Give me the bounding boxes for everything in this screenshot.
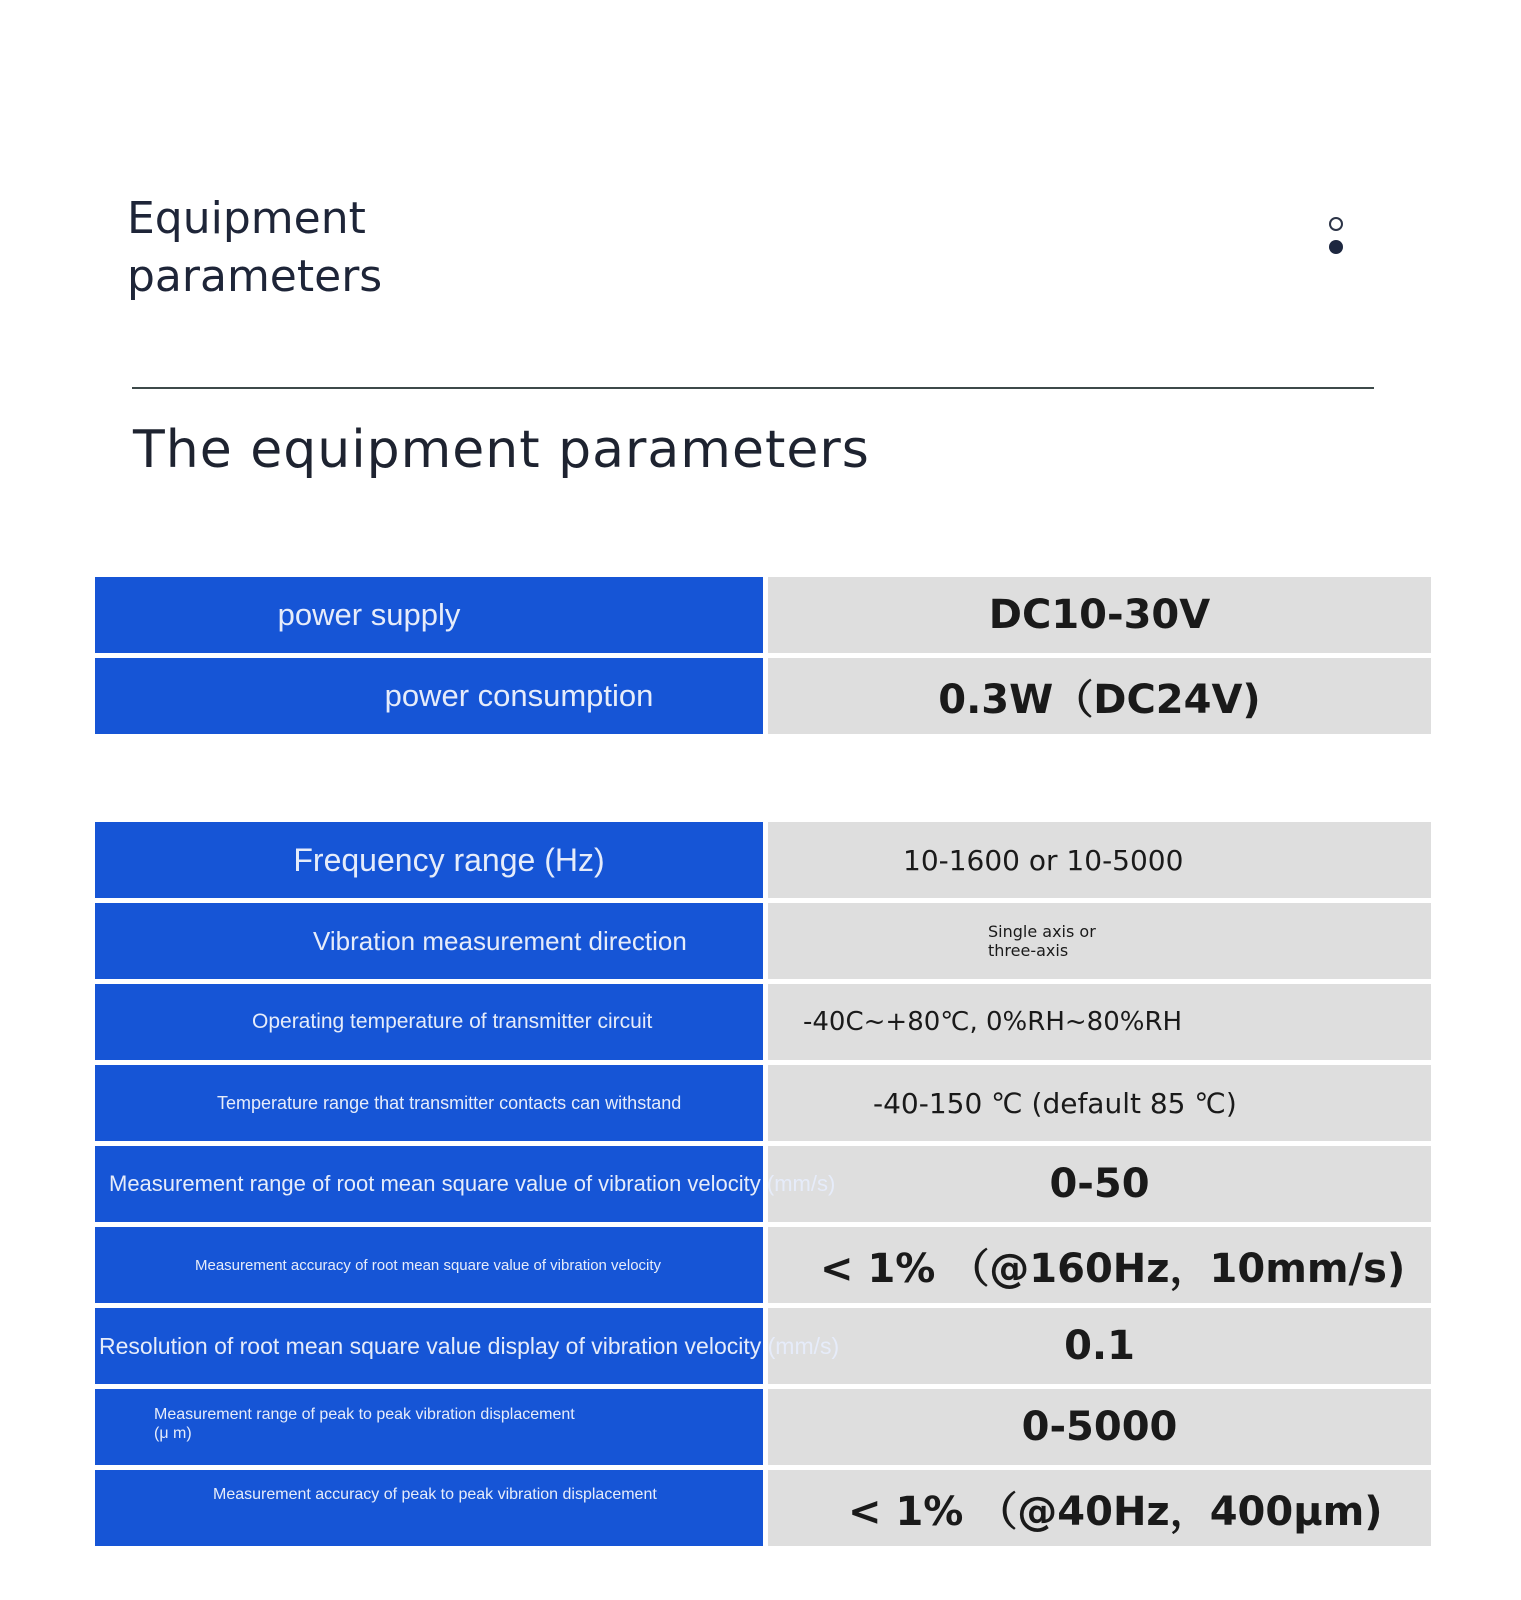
table-row bbox=[95, 822, 1431, 898]
divider bbox=[132, 387, 1374, 389]
table-row bbox=[95, 1146, 1431, 1222]
row-label-text: power supply bbox=[277, 597, 461, 632]
row-label-text: Measurement range of root mean square value of vibration velocity (mm/s) bbox=[109, 1171, 836, 1196]
row-label-text: Resolution of root mean square value display of vibration velocity (mm/s) bbox=[99, 1332, 840, 1359]
row-value-text: -40C~+80℃, 0%RH~80%RH bbox=[803, 1007, 1183, 1037]
row-value-text: Single axis or three-axis bbox=[988, 922, 1096, 960]
row-label bbox=[95, 822, 763, 898]
row-label-text: Frequency range (Hz) bbox=[293, 841, 605, 878]
row-label bbox=[95, 1065, 763, 1141]
row-label bbox=[95, 903, 763, 979]
specs-table bbox=[95, 822, 1431, 1551]
row-value bbox=[768, 1227, 1431, 1303]
table-row bbox=[95, 1227, 1431, 1303]
row-label-text: Measurement accuracy of peak to peak vibration displacement bbox=[213, 1486, 657, 1503]
row-label-text: Vibration measurement direction bbox=[313, 925, 687, 956]
row-value bbox=[768, 658, 1431, 734]
row-value bbox=[768, 577, 1431, 653]
row-value-text: -40-150 ℃ (default 85 ℃) bbox=[873, 1086, 1237, 1120]
row-value-text: < 1% （@40Hz，400μm) bbox=[848, 1488, 1383, 1535]
carousel-dot-active[interactable] bbox=[1329, 240, 1343, 254]
table-row bbox=[95, 658, 1431, 734]
row-value-text: < 1% （@160Hz，10mm/s) bbox=[820, 1245, 1406, 1292]
row-label bbox=[95, 1389, 763, 1465]
row-value bbox=[768, 984, 1431, 1060]
section-title: The equipment parameters bbox=[133, 420, 870, 480]
row-label bbox=[95, 1470, 763, 1546]
row-value-text: DC10-30V bbox=[988, 592, 1211, 638]
row-value-text: 0.1 bbox=[1064, 1323, 1135, 1369]
carousel-dots bbox=[1329, 217, 1351, 263]
row-value bbox=[768, 1146, 1431, 1222]
row-value bbox=[768, 1308, 1431, 1384]
row-value-text: 10-1600 or 10-5000 bbox=[903, 843, 1184, 877]
row-label-text: power consumption bbox=[384, 678, 654, 713]
row-value bbox=[768, 1389, 1431, 1465]
row-label-text: Temperature range that transmitter contacts can withstand bbox=[217, 1092, 682, 1113]
power-table bbox=[95, 577, 1431, 739]
row-label bbox=[95, 577, 763, 653]
row-label-text: Measurement range of peak to peak vibration displacement (μ m) bbox=[154, 1406, 575, 1442]
row-value bbox=[768, 822, 1431, 898]
row-label bbox=[95, 1146, 836, 1222]
row-label bbox=[95, 1308, 840, 1384]
row-label bbox=[95, 1227, 763, 1303]
row-label-text: Operating temperature of transmitter circuit bbox=[252, 1010, 653, 1033]
row-label-text: Measurement accuracy of root mean square value of vibration velocity bbox=[195, 1256, 662, 1274]
carousel-dot-inactive[interactable] bbox=[1329, 217, 1343, 231]
table-row bbox=[95, 984, 1431, 1060]
table-row bbox=[95, 903, 1431, 979]
table-row bbox=[95, 1470, 1431, 1546]
page-header-title: Equipment parameters bbox=[127, 193, 383, 302]
row-label bbox=[95, 984, 763, 1060]
table-row bbox=[95, 577, 1431, 653]
row-value bbox=[768, 1065, 1431, 1141]
row-value-text: 0.3W（DC24V) bbox=[938, 676, 1261, 723]
table-row bbox=[95, 1308, 1431, 1384]
row-value bbox=[768, 903, 1431, 979]
row-value-text: 0-5000 bbox=[1021, 1404, 1178, 1450]
table-row bbox=[95, 1065, 1431, 1141]
row-label bbox=[95, 658, 763, 734]
table-row bbox=[95, 1389, 1431, 1465]
row-value-text: 0-50 bbox=[1049, 1161, 1150, 1207]
row-value bbox=[768, 1470, 1431, 1546]
